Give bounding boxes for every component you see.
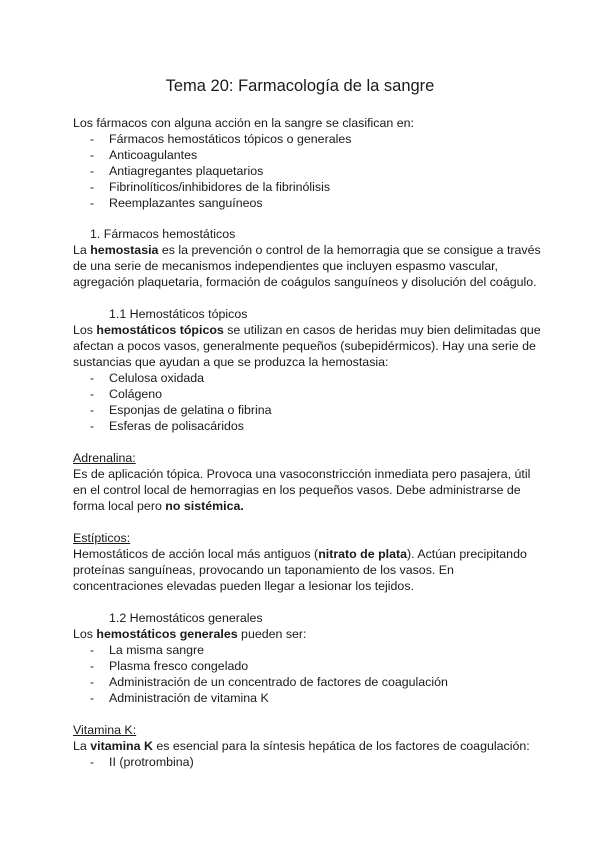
term-hemostaticos-topicos: hemostáticos tópicos <box>96 323 224 337</box>
estipticos-section <box>73 530 543 594</box>
section-1-2-heading: 1.2 Hemostáticos generales <box>109 611 263 625</box>
term-nitrato-de-plata: nitrato de plata <box>318 547 407 561</box>
list-item: - Administración de vitamina K <box>73 690 543 706</box>
vitamina-k-list <box>73 754 543 770</box>
section-1-heading: 1. Fármacos hemostáticos <box>90 227 236 241</box>
estipticos-heading: Estípticos: <box>73 531 131 545</box>
estipticos-paragraph: Hemostáticos de acción local más antiguos (nitrato de plata). Actúan precipitando proteínas sanguíneas, provocando un taponamiento de los vasos. En concentraciones elevadas pueden llegar a lesionar los tejidos. <box>73 547 527 593</box>
list-item: - Plasma fresco congelado <box>73 658 543 674</box>
term-hemostasia: hemostasia <box>90 243 159 257</box>
section-1-2-paragraph: Los hemostáticos generales pueden ser: <box>73 627 307 641</box>
list-item: - Anticoagulantes <box>73 147 543 163</box>
adrenalina-section <box>73 450 543 514</box>
section-1-paragraph: La hemostasia es la prevención o control de la hemorragia que se consigue a través de una serie de mecanismos independientes que incluyen espasmo vascular, agregación plaquetaria, formación de coágulos sanguíneos y disolución del coágulo. <box>73 243 541 289</box>
vitamina-k-paragraph: La vitamina K es esencial para la síntesis hepática de los factores de coagulación: <box>73 739 530 753</box>
list-item: - Esponjas de gelatina o fibrina <box>73 402 543 418</box>
term-no-sistemica: no sistémica. <box>165 499 244 513</box>
list-item: - Esferas de polisacáridos <box>73 418 543 434</box>
list-item: - La misma sangre <box>73 642 543 658</box>
vitamina-k-section <box>73 722 543 770</box>
list-item: - Colágeno <box>73 386 543 402</box>
intro-section <box>73 115 543 211</box>
topicos-list <box>73 370 543 434</box>
section-1-2 <box>73 610 543 706</box>
generales-list <box>73 642 543 706</box>
list-item: - Reemplazantes sanguíneos <box>73 195 543 211</box>
list-item: - Fármacos hemostáticos tópicos o generales <box>73 131 543 147</box>
intro-text: Los fármacos con alguna acción en la sangre se clasifican en: <box>73 116 414 130</box>
list-item: - Antiagregantes plaquetarios <box>73 163 543 179</box>
list-item: - Administración de un concentrado de factores de coagulación <box>73 674 543 690</box>
intro-list <box>73 131 543 211</box>
term-hemostaticos-generales: hemostáticos generales <box>96 627 238 641</box>
section-1 <box>73 226 543 290</box>
adrenalina-heading: Adrenalina: <box>73 451 136 465</box>
vitamina-k-heading: Vitamina K: <box>73 723 137 737</box>
list-item: - Celulosa oxidada <box>73 370 543 386</box>
adrenalina-paragraph: Es de aplicación tópica. Provoca una vasoconstricción inmediata pero pasajera, útil en el control local de hemorragias en los pequeños vasos. Debe administrarse de forma local pero no sistémica. <box>73 467 531 513</box>
page-title: Tema 20: Farmacología de la sangre <box>165 77 435 95</box>
term-vitamina-k: vitamina K <box>90 739 153 753</box>
list-item: - II (protrombina) <box>73 754 543 770</box>
section-1-1-paragraph: Los hemostáticos tópicos se utilizan en casos de heridas muy bien delimitadas que afectan a pocos vasos, generalmente pequeños (subepidérmicos). Hay una serie de sustancias que ayudan a que se produzca la hemostasia: <box>73 323 541 369</box>
section-1-1-heading: 1.1 Hemostáticos tópicos <box>109 307 248 321</box>
list-item: - Fibrinolíticos/inhibidores de la fibrinólisis <box>73 179 543 195</box>
section-1-1 <box>73 306 543 434</box>
